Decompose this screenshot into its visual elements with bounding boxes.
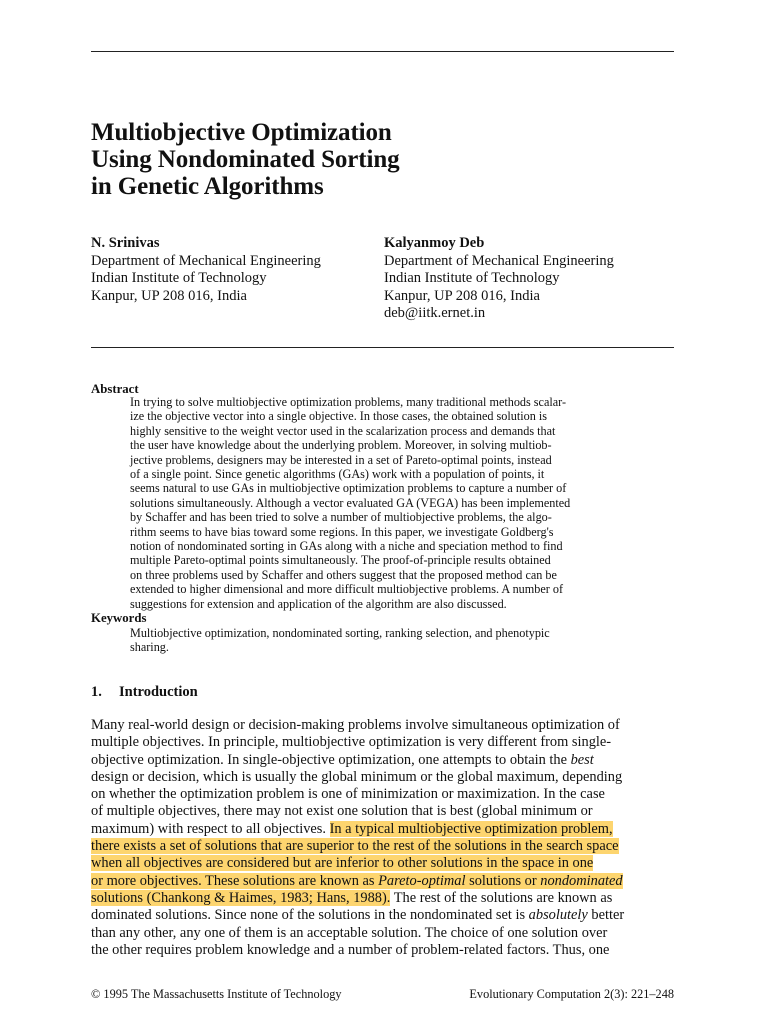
highlighted-text: there exists a set of solutions that are superior to the rest of the solutions in the search space (91, 838, 619, 855)
body-line: the other requires problem knowledge and a number of problem-related factors. Thus, one (91, 941, 610, 958)
section-title: Introduction (119, 684, 198, 700)
abstract-line: suggestions for extension and application of the algorithm are also discussed. (130, 596, 507, 611)
author-address: Kanpur, UP 208 016, India (91, 287, 247, 304)
introduction-body (91, 717, 677, 959)
abstract-line: extended to higher dimensional and more difficult multiobjective problems. A number of (130, 582, 564, 597)
body-line (91, 838, 677, 855)
paper-title (91, 119, 651, 200)
keywords-line: sharing. (130, 640, 169, 655)
body-text: dominated solutions. Since none of the solutions in the nondominated set is (91, 907, 529, 924)
keywords-text (130, 626, 640, 655)
body-line: Many real-world design or decision-making problems involve simultaneous optimization of (91, 717, 620, 733)
emphasis-text: nondominated (540, 872, 623, 889)
body-text: objective optimization. In single-objective optimization, one attempts to obtain the (91, 751, 571, 768)
abstract-line: by Schaffer and has been tried to solve a number of multiobjective problems, the algo- (130, 510, 552, 525)
body-line: design or decision, which is usually the global minimum or the global maximum, depending (91, 768, 623, 785)
abstract-line: solutions simultaneously. Although a vector evaluated GA (VEGA) has been implemented (130, 495, 571, 510)
section-number: 1. (91, 684, 102, 700)
body-text: The rest of the solutions are known as (390, 889, 613, 906)
body-line: of multiple objectives, there may not exist one solution that is best (global minimum or (91, 803, 593, 820)
body-text: maximum) with respect to all objectives. (91, 820, 330, 837)
abstract-line: multiple Pareto-optimal points simultaneously. The proof-of-principle results obtained (130, 553, 551, 568)
abstract-text (130, 395, 640, 611)
keywords-line: Multiobjective optimization, nondominated sorting, ranking selection, and phenotypic (130, 626, 550, 640)
body-text: solutions or (465, 872, 541, 889)
author-email: deb@iitk.ernet.in (384, 305, 486, 321)
body-line: multiple objectives. In principle, multiobjective optimization is very different from single- (91, 734, 612, 751)
abstract-line: jective problems, designers may be interested in a set of Pareto-optimal points, instead (130, 452, 552, 467)
abstract-line: on three problems used by Schaffer and others suggest that the proposed method can be (130, 567, 557, 582)
author-name: N. Srinivas (91, 235, 160, 251)
author-block-deb (384, 235, 614, 323)
abstract-line: In trying to solve multiobjective optimization problems, many traditional methods scalar- (130, 395, 567, 409)
body-line (91, 855, 677, 872)
body-line (91, 873, 677, 890)
body-line: on whether the optimization problem is one of minimization or maximization. In the case (91, 786, 605, 803)
body-line (91, 907, 677, 924)
abstract-line: the user have knowledge about the underlying problem. Moreover, in solving multiob- (130, 438, 552, 453)
emphasis-text: Pareto-optimal (378, 872, 466, 889)
body-line (91, 752, 677, 769)
abstract-line: highly sensitive to the weight vector used in the scalarization process and demands that (130, 423, 556, 438)
keywords-heading: Keywords (91, 611, 147, 625)
author-address: Kanpur, UP 208 016, India (384, 287, 540, 304)
emphasis-text: best (570, 751, 594, 768)
author-institute: Indian Institute of Technology (91, 270, 267, 286)
abstract-line: seems natural to use GAs in multiobjective optimization problems to capture a number of (130, 481, 567, 496)
highlighted-text: solutions (Chankong & Haimes, 1983; Hans, 1988). (91, 889, 391, 906)
section-heading-introduction (91, 684, 198, 701)
abstract-line: ize the objective vector into a single objective. In those cases, the obtained solution is (130, 409, 547, 424)
title-line: Multiobjective Optimization (91, 119, 392, 146)
abstract-line: rithm seems to have bias toward some regions. In this paper, we investigate Goldberg's (130, 524, 554, 539)
abstract-line: notion of nondominated sorting in GAs along with a niche and speciation method to find (130, 539, 563, 554)
highlighted-text: In a typical multiobjective optimization problem, (329, 820, 613, 837)
abstract-heading: Abstract (91, 382, 139, 396)
author-block-srinivas (91, 235, 321, 305)
emphasis-text: absolutely (528, 907, 588, 924)
body-text: or more objectives. These solutions are known as (91, 872, 379, 889)
title-line: in Genetic Algorithms (91, 173, 324, 200)
highlighted-text (91, 873, 623, 889)
body-text: better (587, 907, 625, 924)
author-institute: Indian Institute of Technology (384, 270, 560, 286)
author-name: Kalyanmoy Deb (384, 235, 485, 251)
journal-citation-footer: Evolutionary Computation 2(3): 221–248 (469, 987, 674, 1001)
author-dept: Department of Mechanical Engineering (91, 252, 321, 269)
abstract-line: of a single point. Since genetic algorithms (GAs) work with a population of points, it (130, 467, 545, 482)
body-line: than any other, any one of them is an acceptable solution. The choice of one solution over (91, 924, 608, 941)
author-dept: Department of Mechanical Engineering (384, 252, 614, 269)
title-line: Using Nondominated Sorting (91, 146, 400, 173)
highlighted-text: when all objectives are considered but are inferior to other solutions in the space in one (91, 855, 594, 872)
body-line (91, 890, 677, 907)
section-rule (91, 347, 674, 348)
copyright-footer: © 1995 The Massachusetts Institute of Technology (91, 987, 342, 1001)
body-line (91, 821, 677, 838)
top-rule (91, 51, 674, 52)
